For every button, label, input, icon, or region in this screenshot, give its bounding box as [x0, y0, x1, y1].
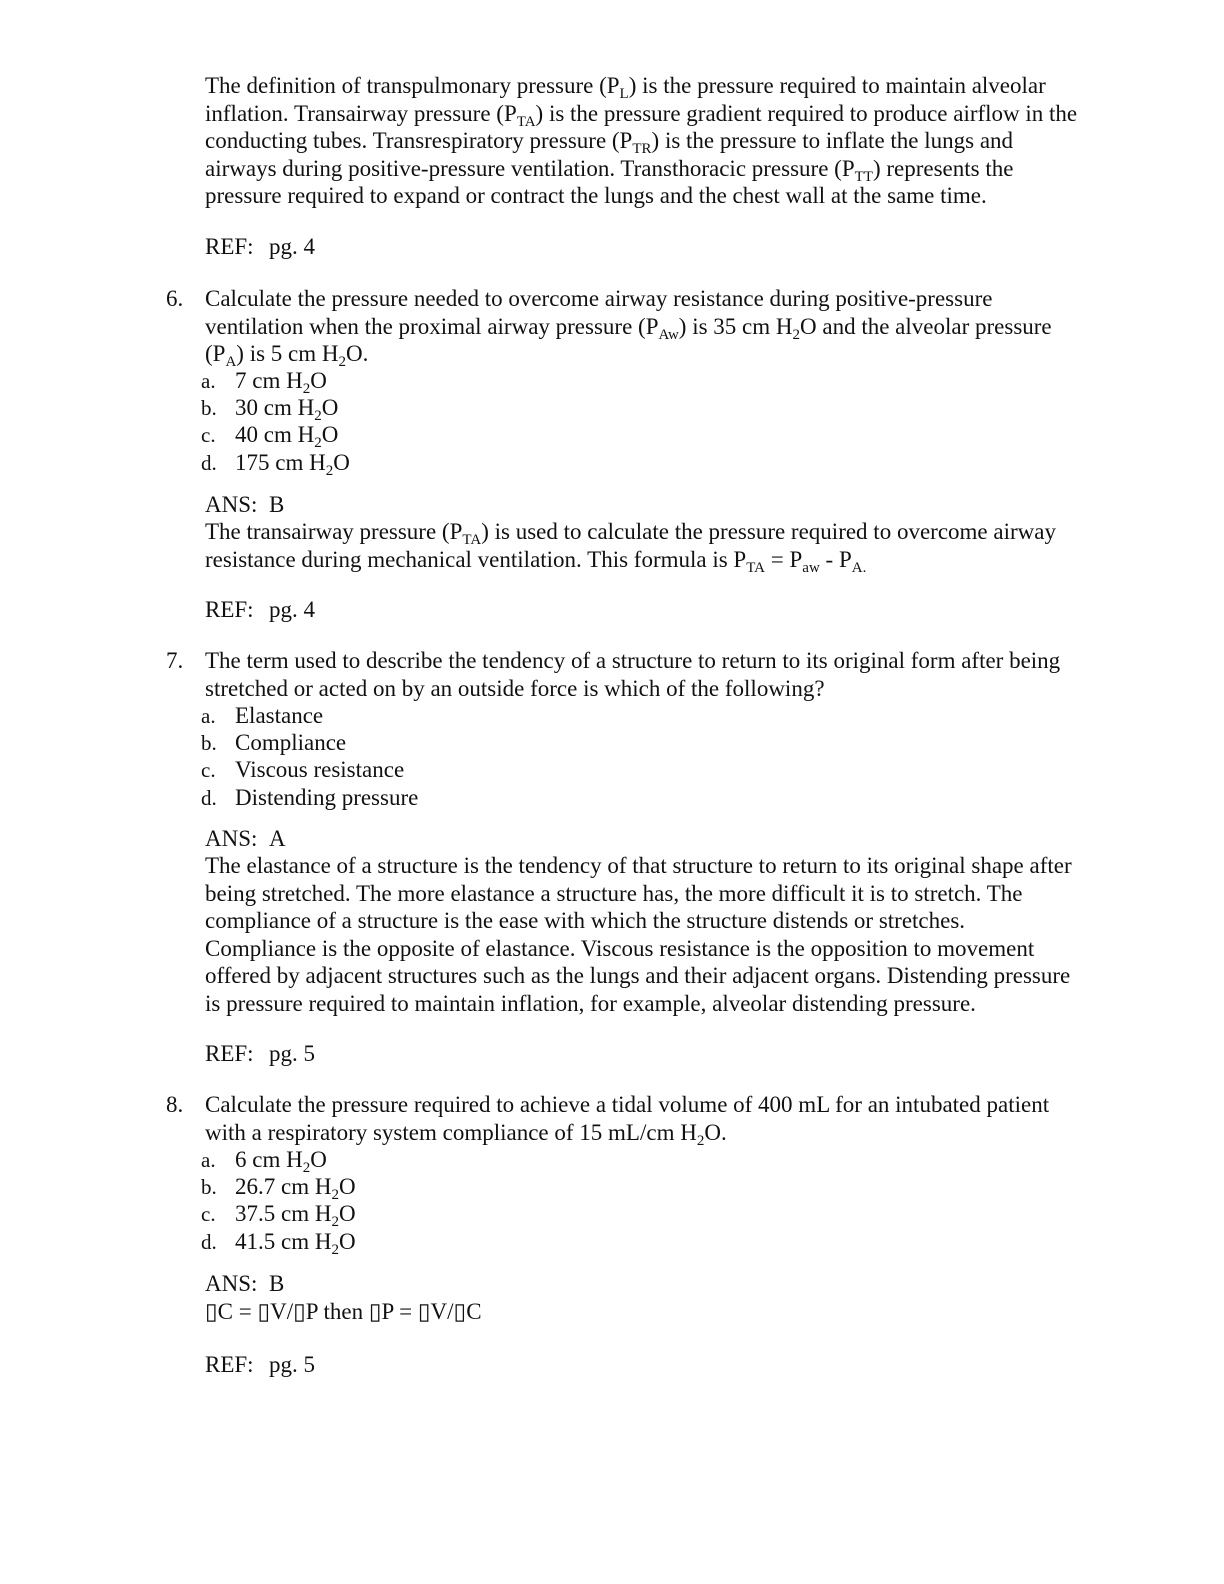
question-7-answer: ANS: A: [205, 826, 286, 851]
question-8-option-a: a. 6 cm $H_2O$: [201, 1147, 327, 1176]
question-7-option-b: b. Compliance: [201, 730, 347, 755]
intro-ref: REF: pg. 4: [205, 234, 315, 259]
question-8-number: 8.: [166, 1092, 184, 1117]
question-6-ref: REF: pg. 4: [205, 597, 315, 622]
question-7-number: 7.: [166, 648, 184, 673]
question-8-stem: Calculate the pressure required to achieve a tidal volume of 400 mL for an intubated patient with a respiratory system compliance of 15 mL/cm $H_2O$.: [205, 1092, 1050, 1149]
question-8-option-b: b. 26.7 cm $H_2O$: [201, 1174, 356, 1203]
question-8-option-d: d. 41.5 cm $H_2O$: [201, 1229, 356, 1258]
question-7-explanation: The elastance of a structure is the tendency of that structure to return to its original shape after being stretched. The more elastance a structure has, the more difficult it is to stretch. The compliance of a structure is the ease with which the structure distends or stretches. Compliance is the opposite of elastance. Viscous resistance is the opposition to movement offered by adjacent structures such as the lungs and their adjacent organs. Distending pressure is pressure required to maintain inflation, for example, alveolar distending pressure.: [205, 853, 1072, 1016]
question-7-option-d: d. Distending pressure: [201, 785, 419, 810]
question-6-option-a: a. 7 cm $H_2O$: [201, 368, 327, 397]
question-6-option-c: c. 40 cm $H_2O$: [201, 422, 339, 451]
question-6-answer: ANS: B: [205, 492, 285, 517]
question-6-option-d: d. 175 cm $H_2O$: [201, 450, 350, 479]
question-6-number: 6.: [166, 286, 184, 311]
question-6-stem: Calculate the pressure needed to overcome airway resistance during positive-pressure ventilation when the proximal airway pressure $(P_{Aw})$ is 35 cm $H_2O$ and the alveolar pressure $(P_A)$ is 5 cm $H_2O$.: [205, 286, 1052, 370]
question-6-explanation: The transairway pressure $(P_{TA})$ is used to calculate the pressure required to overcome airway resistance during mechanical ventilation. This formula is $P_{TA} = P_{aw} - P_{A.}$: [205, 519, 1056, 576]
question-7-option-c: c. Viscous resistance: [201, 757, 405, 782]
question-7-ref: REF: pg. 5: [205, 1041, 315, 1066]
question-8-option-c: c. 37.5 cm $H_2O$: [201, 1201, 356, 1230]
question-7-stem: The term used to describe the tendency of a structure to return to its original form after being stretched or acted on by an outside force is which of the following?: [205, 648, 1061, 701]
question-6-option-b: b. 30 cm $H_2O$: [201, 395, 339, 424]
intro-explanation: The definition of transpulmonary pressure $(P_L)$ is the pressure required to maintain alveolar inflation. Transairway pressure $(P_{TA})$ is the pressure gradient required to produce airflow in the conducting tubes. Transrespiratory pressure $(P_{TR})$ is the pressure to inflate the lungs and airways during positive-pressure ventilation. Transthoracic pressure $(P_{TT})$ represents the pressure required to expand or contract the lungs and the chest wall at the same time.: [205, 73, 1078, 208]
question-8-answer: ANS: B: [205, 1271, 285, 1296]
question-8-formula: ▯C = ▯V/▯P then ▯P = ▯V/▯C: [205, 1299, 482, 1324]
question-7-option-a: a. Elastance: [201, 703, 324, 728]
question-8-ref: REF: pg. 5: [205, 1352, 315, 1377]
